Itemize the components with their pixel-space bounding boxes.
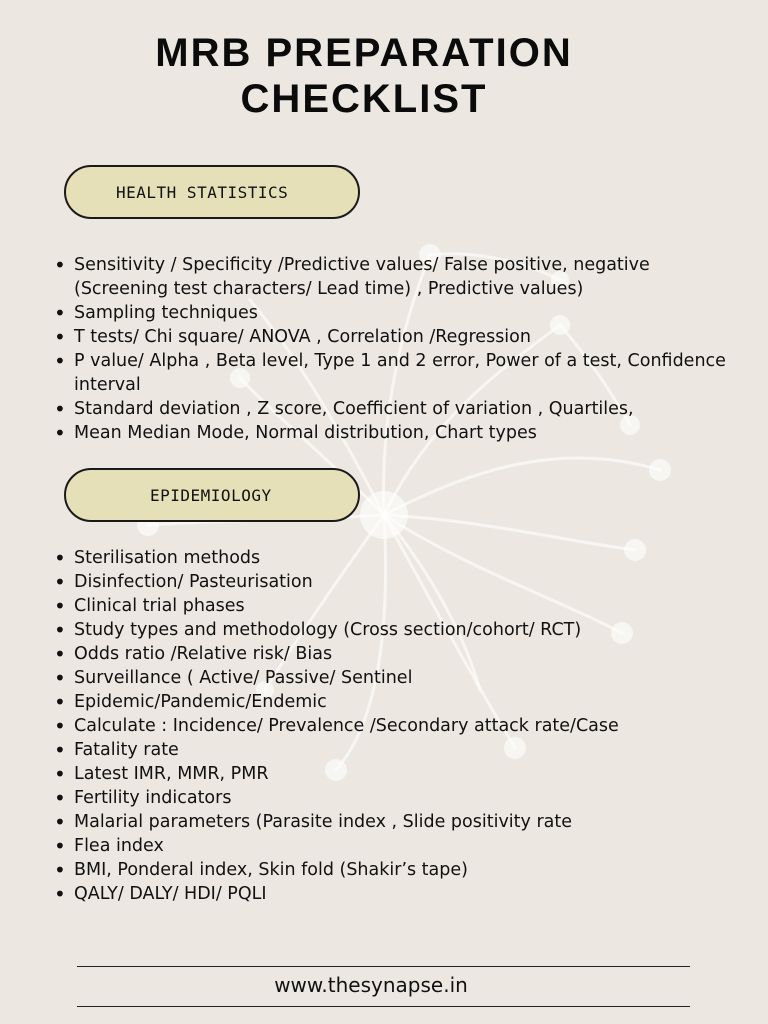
list-item: • Sterilisation methods: [54, 546, 734, 570]
list-item: • Flea index: [54, 834, 734, 858]
footer-divider-bottom: [77, 1006, 690, 1007]
epidemiology-list: [54, 546, 734, 906]
page-title: [0, 30, 728, 122]
list-item: • Fertility indicators: [54, 786, 734, 810]
list-item: • Disinfection/ Pasteurisation: [54, 570, 734, 594]
list-item: • P value/ Alpha , Beta level, Type 1 and 2 error, Power of a test, Confidence interval: [54, 349, 734, 397]
list-item: • Sampling techniques: [54, 301, 734, 325]
list-item: • Epidemic/Pandemic/Endemic: [54, 690, 734, 714]
list-item: • T tests/ Chi square/ ANOVA , Correlation /Regression: [54, 325, 734, 349]
list-item: • Standard deviation , Z score, Coefficient of variation , Quartiles,: [54, 397, 734, 421]
footer-divider-top: [77, 966, 690, 967]
list-item: • Calculate : Incidence/ Prevalence /Secondary attack rate/Case: [54, 714, 734, 738]
health-statistics-list: [54, 253, 734, 445]
list-item: • Malarial parameters (Parasite index , Slide positivity rate: [54, 810, 734, 834]
title-line-1: MRB PREPARATION: [155, 31, 573, 75]
list-item: • Study types and methodology (Cross section/cohort/ RCT): [54, 618, 734, 642]
footer-website-link[interactable]: www.thesynapse.in: [274, 973, 468, 997]
section-heading-health-statistics: HEALTH STATISTICS: [64, 165, 360, 219]
list-item: • Fatality rate: [54, 738, 734, 762]
title-line-2: CHECKLIST: [240, 77, 488, 121]
list-item: • Sensitivity / Specificity /Predictive values/ False positive, negative (Screening test characters/ Lead time) , Predictive values): [54, 253, 734, 301]
list-item: • QALY/ DALY/ HDI/ PQLI: [54, 882, 734, 906]
list-item: • Mean Median Mode, Normal distribution, Chart types: [54, 421, 734, 445]
section-heading-epidemiology: EPIDEMIOLOGY: [64, 468, 360, 522]
list-item: • Clinical trial phases: [54, 594, 734, 618]
list-item: • BMI, Ponderal index, Skin fold (Shakir’s tape): [54, 858, 734, 882]
list-item: • Surveillance ( Active/ Passive/ Sentinel: [54, 666, 734, 690]
list-item: • Latest IMR, MMR, PMR: [54, 762, 734, 786]
list-item: • Odds ratio /Relative risk/ Bias: [54, 642, 734, 666]
